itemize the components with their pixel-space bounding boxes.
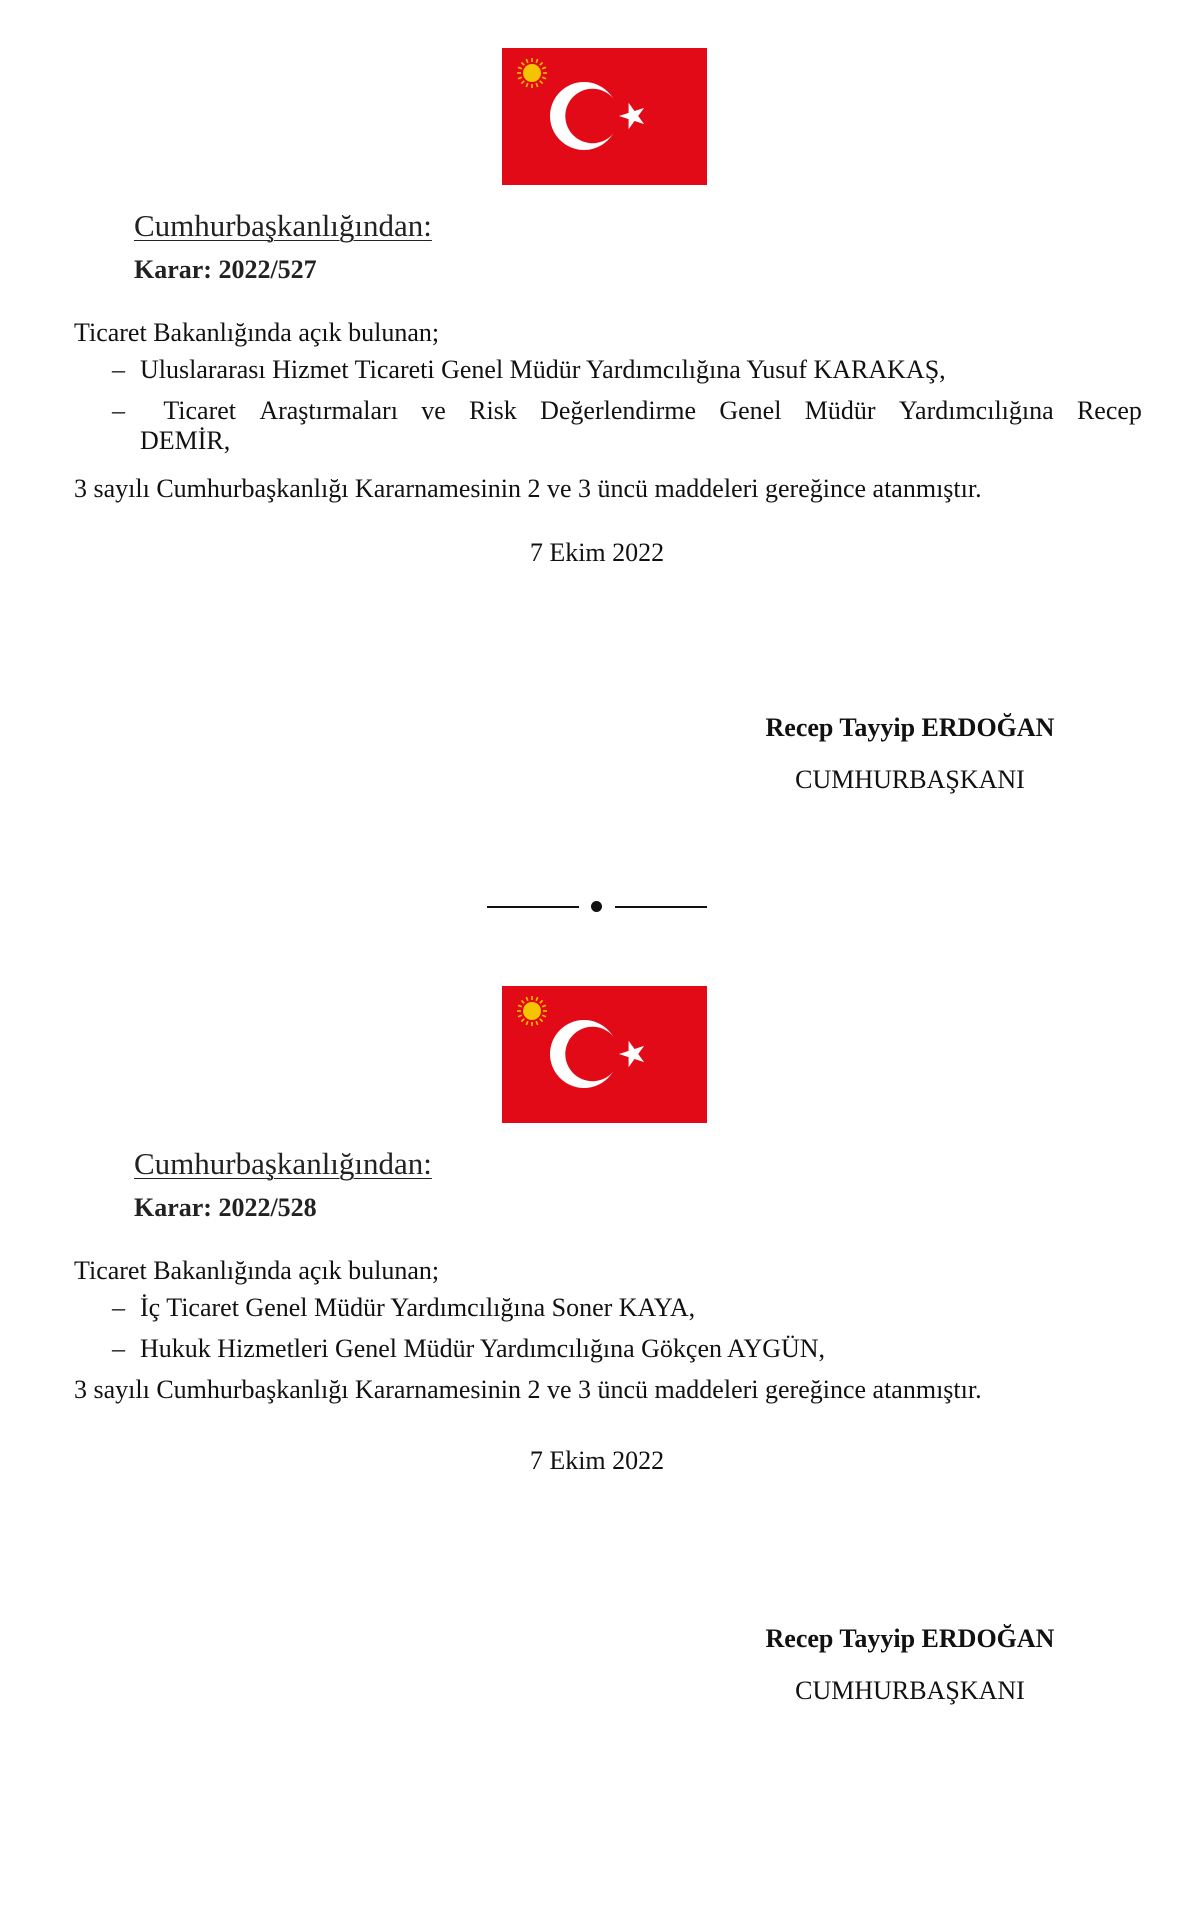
decree-528 xyxy=(0,938,1194,1838)
intro-text: Ticaret Bakanlığında açık bulunan; xyxy=(74,1256,440,1285)
appointment-text: Hukuk Hizmetleri Genel Müdür Yardımcılığına Gökçen AYGÜN, xyxy=(140,1334,826,1363)
decree-date: 7 Ekim 2022 xyxy=(529,538,665,567)
list-dash: – xyxy=(112,1293,125,1322)
word: Müdür xyxy=(804,396,876,425)
appointment-text-continuation: DEMİR, xyxy=(140,426,231,455)
word: Araştırmaları xyxy=(259,396,398,425)
intro-text: Ticaret Bakanlığında açık bulunan; xyxy=(74,318,440,347)
word: Değerlendirme xyxy=(540,396,697,425)
word: Risk xyxy=(469,396,517,425)
appointment-text: İç Ticaret Genel Müdür Yardımcılığına Soner KAYA, xyxy=(140,1293,696,1322)
legal-basis-text: 3 sayılı Cumhurbaşkanlığı Kararnamesinin 2 ve 3 üncü maddeleri gereğince atanmıştır. xyxy=(74,1375,982,1404)
appointment-item xyxy=(112,396,1142,456)
appointment-item xyxy=(112,355,946,385)
word: Genel xyxy=(719,396,782,425)
word: Yardımcılığına xyxy=(898,396,1054,425)
issuer-heading: Cumhurbaşkanlığından: xyxy=(134,1146,432,1181)
separator-dot xyxy=(591,901,602,912)
list-dash: – xyxy=(112,396,125,425)
decision-number: Karar: 2022/527 xyxy=(134,255,317,284)
appointment-item xyxy=(112,1334,825,1364)
issuer-heading: Cumhurbaşkanlığından: xyxy=(134,208,432,243)
word: Recep xyxy=(1076,396,1142,425)
word: Ticaret xyxy=(163,396,237,425)
separator-line xyxy=(487,906,579,908)
list-dash: – xyxy=(112,1334,125,1363)
turkish-presidential-flag-icon xyxy=(502,986,707,1123)
appointment-item xyxy=(112,1293,695,1323)
decision-number: Karar: 2022/528 xyxy=(134,1193,317,1222)
signer-title: CUMHURBAŞKANI xyxy=(795,765,1025,794)
decree-date: 7 Ekim 2022 xyxy=(529,1446,665,1475)
signer-title: CUMHURBAŞKANI xyxy=(795,1676,1025,1705)
legal-basis-text: 3 sayılı Cumhurbaşkanlığı Kararnamesinin 2 ve 3 üncü maddeleri gereğince atanmıştır. xyxy=(74,474,982,503)
separator-dot-icon xyxy=(487,896,707,916)
appointment-text-line xyxy=(112,396,1142,426)
signer-name: Recep Tayyip ERDOĞAN xyxy=(765,1624,1055,1653)
turkish-presidential-flag-icon xyxy=(502,48,707,185)
appointment-text: Uluslararası Hizmet Ticareti Genel Müdür Yardımcılığına Yusuf KARAKAŞ, xyxy=(140,355,946,384)
decree-527 xyxy=(0,0,1194,900)
word: ve xyxy=(421,396,446,425)
list-dash: – xyxy=(112,355,125,384)
signer-name: Recep Tayyip ERDOĞAN xyxy=(765,713,1055,742)
separator-line xyxy=(615,906,707,908)
